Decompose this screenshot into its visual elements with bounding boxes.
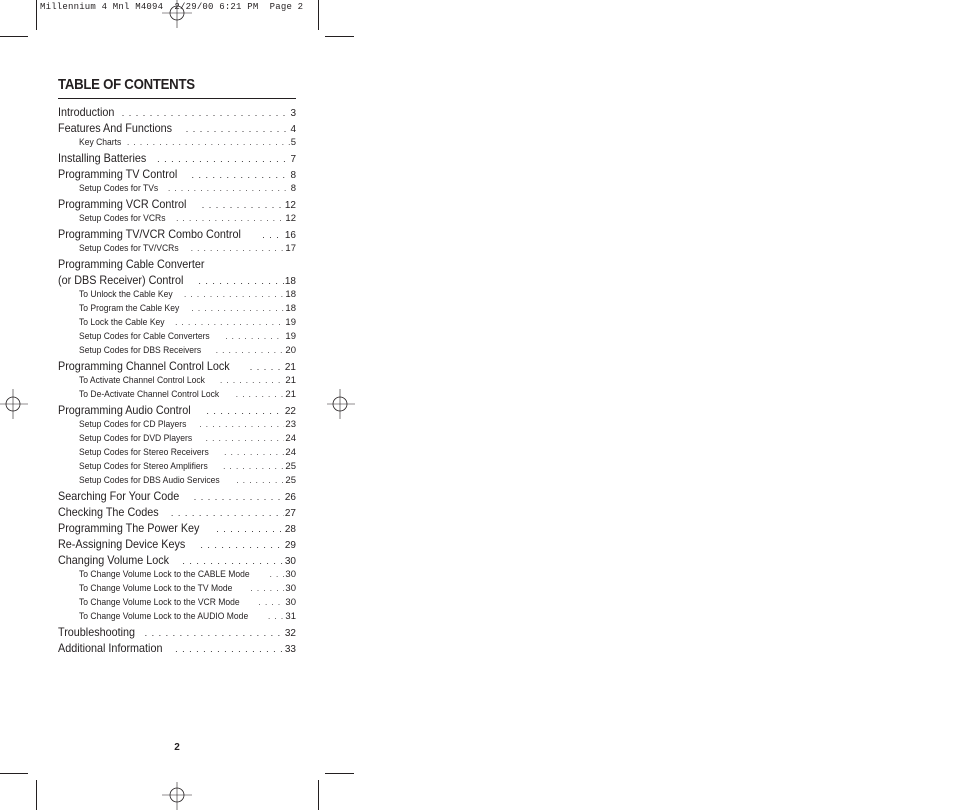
toc-entry-title: Setup Codes for CD Players [79,419,187,430]
toc-subentry [58,136,296,150]
toc-subentry [58,374,296,388]
toc-entry-title: Programming Cable Converter [58,257,205,271]
registration-mark-icon [162,0,192,30]
crop-mark [0,36,28,37]
toc-page-number: 18 [285,303,296,314]
dot-leader [194,489,284,504]
crop-mark [0,773,28,774]
dot-leader [268,610,284,624]
toc-entry-title: To Unlock the Cable Key [79,289,173,300]
toc-entry [58,504,296,520]
dot-leader [122,105,290,120]
toc-entry [58,358,296,374]
toc-page-number: 18 [285,289,296,300]
toc-entry-title: Setup Codes for TV/VCRs [79,243,179,254]
toc-subentry [58,330,296,344]
toc-page-number: 29 [284,540,296,551]
toc-entry-title: Introduction [58,105,115,119]
toc-entry-title: Changing Volume Lock [58,553,170,567]
toc-page-number: 28 [284,524,296,535]
toc-subentry [58,388,296,402]
dot-leader [186,121,290,136]
dot-leader [176,212,284,226]
toc-title: TABLE OF CONTENTS [58,76,195,93]
crop-mark [318,0,319,30]
toc-page-number: 23 [285,419,296,430]
toc-entry [58,166,296,182]
dot-leader [236,388,285,402]
toc-subentry [58,288,296,302]
toc-page-number: 16 [284,230,296,241]
toc-entry [58,520,296,536]
toc-entry-title: To Lock the Cable Key [79,317,165,328]
toc-page-number: 8 [290,183,296,194]
toc-subentry [58,242,296,256]
dot-leader [175,641,284,656]
toc-subentry [58,316,296,330]
toc-entry-title: Programming TV Control [58,167,178,181]
toc-subentry [58,460,296,474]
dot-leader [202,197,284,212]
crop-mark [36,780,37,810]
toc-page-number: 19 [285,317,296,328]
dot-leader [199,418,284,432]
toc-entry [58,402,296,418]
toc-entry [58,120,296,136]
toc-page-number: 5 [290,137,296,148]
toc-subentry [58,610,296,624]
toc-page-number: 25 [285,461,296,472]
toc-subentry [58,446,296,460]
dot-leader [250,359,284,374]
toc-page-number: 30 [285,597,296,608]
dot-leader [216,344,285,358]
dot-leader [236,474,284,488]
dot-leader [191,302,284,316]
toc-entry-title: Programming TV/VCR Combo Control [58,227,241,241]
registration-mark-icon [162,780,192,810]
dot-leader [182,553,283,568]
dot-leader [175,316,284,330]
toc-entry-title: To Change Volume Lock to the CABLE Mode [79,569,250,580]
toc-entry [58,624,296,640]
dot-leader [192,167,290,182]
toc-entry-title: Programming VCR Control [58,197,187,211]
toc-page-number: 12 [285,213,296,224]
dot-leader [198,273,284,288]
toc-entry-title: Troubleshooting [58,625,136,639]
toc-page-number: 26 [284,492,296,503]
dot-leader [270,568,285,582]
toc-entry-title: Re-Assigning Device Keys [58,537,186,551]
toc-entry-title: Setup Codes for DBS Audio Services [79,475,220,486]
dot-leader [145,625,284,640]
toc-page-number: 17 [285,243,296,254]
toc-subentry [58,212,296,226]
toc-entry-title: To Change Volume Lock to the TV Mode [79,583,233,594]
toc-entry-title: Installing Batteries [58,151,147,165]
dot-leader [191,242,285,256]
toc-entry [58,104,296,120]
toc-entry [58,226,296,242]
dot-leader [168,182,290,196]
toc-page-number: 21 [285,375,296,386]
toc-page-number: 8 [290,170,296,181]
dot-leader [225,330,284,344]
dot-leader [157,151,289,166]
toc-subentry [58,302,296,316]
toc-page-number: 21 [284,362,296,373]
dot-leader [224,446,284,460]
dot-leader [184,288,284,302]
crop-mark [36,0,37,30]
toc-entry-title: Searching For Your Code [58,489,180,503]
toc-entry [58,536,296,552]
toc-subentry [58,474,296,488]
toc-entry-title: (or DBS Receiver) Control [58,273,184,287]
toc-page-number: 30 [285,583,296,594]
dot-leader [220,374,284,388]
toc-entry-title: To Activate Channel Control Lock [79,375,205,386]
toc-entry-title: To De-Activate Channel Control Lock [79,389,220,400]
toc-entry [58,272,296,288]
toc-entry-title: Programming The Power Key [58,521,200,535]
toc-entry-title: Setup Codes for DBS Receivers [79,345,202,356]
toc-page-number: 32 [284,628,296,639]
dot-leader [200,537,283,552]
toc-entry [58,488,296,504]
toc-subentry [58,182,296,196]
toc-entry-title: Setup Codes for Stereo Receivers [79,447,209,458]
toc-subentry [58,344,296,358]
dot-leader [206,432,285,446]
toc-entry-title: Setup Codes for TVs [79,183,159,194]
toc-subentry [58,432,296,446]
toc-entry [58,640,296,656]
toc-subentry [58,568,296,582]
dot-leader [250,582,284,596]
toc-entry-title: Setup Codes for DVD Players [79,433,193,444]
title-rule [58,98,296,99]
dot-leader [171,505,284,520]
toc-page-number: 20 [285,345,296,356]
toc-entry [58,196,296,212]
dot-leader [223,460,284,474]
toc-entry [58,552,296,568]
toc-entry [58,256,296,272]
crop-mark [325,36,354,37]
toc-page-number: 33 [284,644,296,655]
toc-subentry [58,596,296,610]
toc-entry-title: Key Charts [79,137,122,148]
toc-page-number: 30 [284,556,296,567]
page-number: 2 [174,742,180,753]
toc-entry-title: To Change Volume Lock to the AUDIO Mode [79,611,249,622]
toc-subentry [58,582,296,596]
toc-page-number: 4 [290,124,296,135]
toc-page-number: 3 [290,108,296,119]
toc-entry [58,150,296,166]
toc-page-number: 27 [284,508,296,519]
toc-page-number: 7 [290,154,296,165]
dot-leader [262,227,284,242]
toc-entry-title: Setup Codes for Cable Converters [79,331,210,342]
toc-entry-title: To Program the Cable Key [79,303,180,314]
table-of-contents [58,104,296,656]
toc-page-number: 18 [284,276,296,287]
crop-mark [318,780,319,810]
toc-page-number: 24 [285,447,296,458]
toc-page-number: 24 [285,433,296,444]
toc-entry-title: Programming Audio Control [58,403,191,417]
toc-page-number: 12 [284,200,296,211]
toc-entry-title: Additional Information [58,641,163,655]
toc-page-number: 25 [285,475,296,486]
toc-page-number: 19 [285,331,296,342]
dot-leader [127,136,290,150]
dot-leader [259,596,285,610]
toc-page-number: 30 [285,569,296,580]
toc-page-number: 31 [285,611,296,622]
toc-entry-title: Features And Functions [58,121,173,135]
toc-page-number: 21 [285,389,296,400]
toc-entry-title: Setup Codes for VCRs [79,213,166,224]
toc-entry-title: Programming Channel Control Lock [58,359,230,373]
toc-entry-title: To Change Volume Lock to the VCR Mode [79,597,240,608]
registration-mark-icon [0,389,30,419]
dot-leader [216,521,284,536]
crop-mark [325,773,354,774]
registration-mark-icon [325,389,355,419]
dot-leader [206,403,283,418]
toc-subentry [58,418,296,432]
toc-entry-title: Setup Codes for Stereo Amplifiers [79,461,208,472]
printer-slug: Millennium 4 Mnl M4094 2/29/00 6:21 PM Page 2 [40,2,304,12]
toc-entry-title: Checking The Codes [58,505,159,519]
toc-page-number: 22 [284,406,296,417]
